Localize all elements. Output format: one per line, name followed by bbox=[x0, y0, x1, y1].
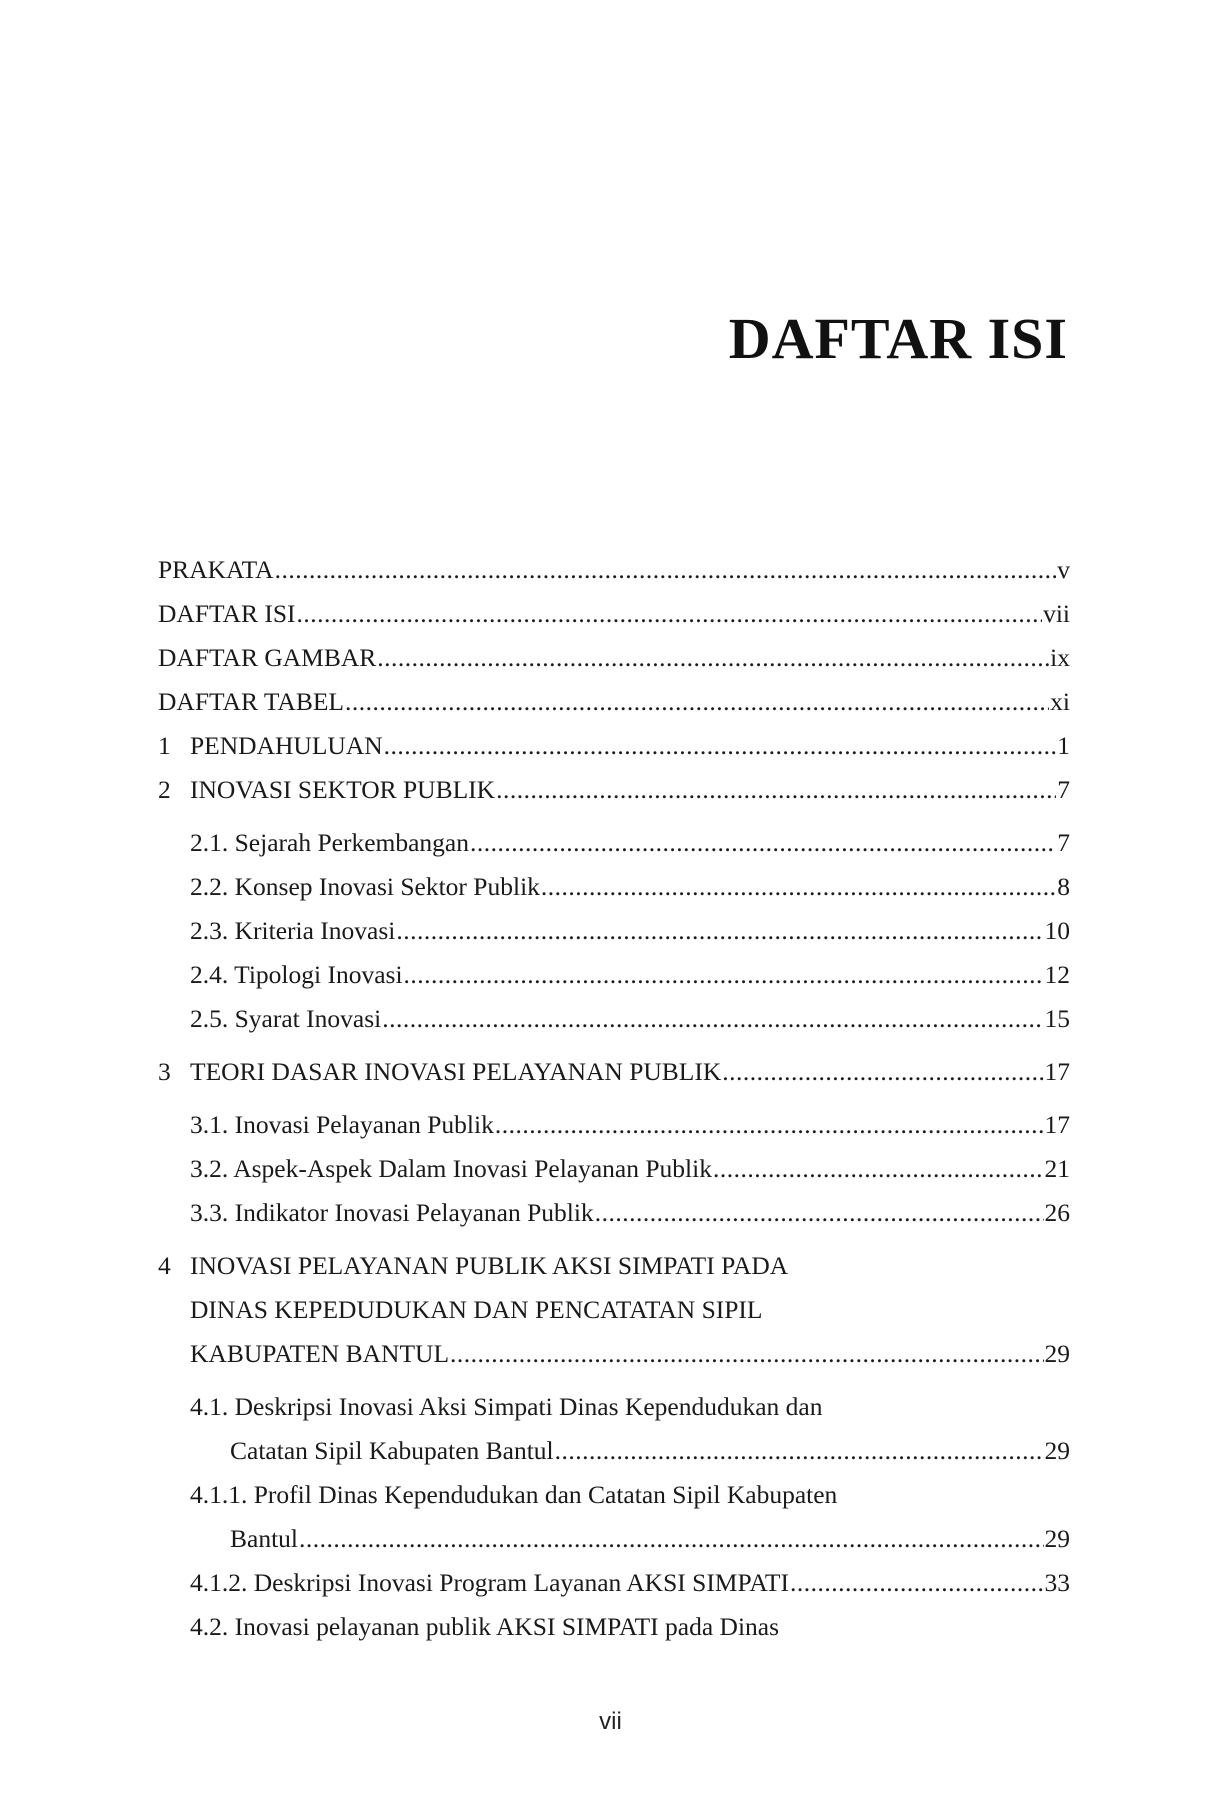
toc-leader bbox=[495, 1103, 1044, 1147]
toc-leader bbox=[713, 1147, 1044, 1191]
toc-label: KABUPATEN BANTUL bbox=[190, 1339, 450, 1368]
toc-label: DAFTAR GAMBAR bbox=[158, 643, 377, 672]
toc-label: PENDAHULUAN bbox=[190, 731, 383, 760]
toc-entry-section-4-1[interactable] bbox=[190, 1385, 1070, 1429]
chapter-number: 1 bbox=[158, 731, 171, 760]
toc-page: v bbox=[1057, 555, 1070, 584]
toc-page: ix bbox=[1050, 643, 1070, 672]
toc-page: 29 bbox=[1044, 1339, 1070, 1368]
toc-leader bbox=[790, 1561, 1044, 1605]
toc-page: 1 bbox=[1057, 731, 1070, 760]
toc-entry-section-3-2[interactable] bbox=[190, 1147, 1070, 1191]
page-number: vii bbox=[599, 1708, 622, 1735]
toc-leader bbox=[377, 636, 1049, 680]
toc-entry-chapter-2[interactable] bbox=[158, 768, 1070, 812]
toc-label: DINAS KEPEDUDUKAN DAN PENCATATAN SIPIL bbox=[190, 1295, 763, 1324]
toc-page: 12 bbox=[1044, 960, 1070, 989]
toc-label: 3.3. Indikator Inovasi Pelayanan Publik bbox=[190, 1198, 594, 1227]
toc-label: 4.2. Inovasi pelayanan publik AKSI SIMPATI pada Dinas bbox=[190, 1612, 780, 1641]
toc-label: 2.5. Syarat Inovasi bbox=[190, 1004, 382, 1033]
toc-leader bbox=[384, 724, 1057, 768]
toc-label: 3.1. Inovasi Pelayanan Publik bbox=[190, 1110, 494, 1139]
toc-label: 2.2. Konsep Inovasi Sektor Publik bbox=[190, 872, 540, 901]
toc-entry-chapter-1[interactable] bbox=[158, 724, 1070, 768]
toc-page: 10 bbox=[1044, 916, 1070, 945]
toc-page: 17 bbox=[1044, 1110, 1070, 1139]
toc-label: 4.1. Deskripsi Inovasi Aksi Simpati Dinas Kependudukan dan bbox=[190, 1392, 823, 1421]
chapter-number: 3 bbox=[158, 1057, 171, 1086]
toc-label: 2.1. Sejarah Perkembangan bbox=[190, 828, 469, 857]
toc-leader bbox=[555, 1429, 1044, 1473]
toc-label: Catatan Sipil Kabupaten Bantul bbox=[230, 1436, 554, 1465]
toc-leader bbox=[541, 865, 1056, 909]
toc-label: Bantul bbox=[230, 1524, 298, 1553]
toc-label: 2.3. Kriteria Inovasi bbox=[190, 916, 396, 945]
toc-leader bbox=[396, 909, 1043, 953]
toc-label: DAFTAR TABEL bbox=[158, 687, 344, 716]
chapter-number: 4 bbox=[158, 1251, 171, 1280]
toc-entry-section-4-2[interactable] bbox=[190, 1605, 1070, 1649]
toc-label: 4.1.2. Deskripsi Inovasi Program Layanan AKSI SIMPATI bbox=[190, 1568, 789, 1597]
toc-page: 26 bbox=[1044, 1198, 1070, 1227]
toc-leader bbox=[404, 953, 1044, 997]
toc-page: 29 bbox=[1044, 1524, 1070, 1553]
toc-entry-section-4-1-1[interactable] bbox=[190, 1473, 1070, 1517]
chapter-number: 2 bbox=[158, 775, 171, 804]
toc-entry-section-2-5[interactable] bbox=[190, 997, 1070, 1041]
toc-entry-section-3-1[interactable] bbox=[190, 1103, 1070, 1147]
toc-entry-section-4-1-1-cont[interactable] bbox=[190, 1517, 1070, 1561]
toc-entry-section-2-2[interactable] bbox=[190, 865, 1070, 909]
toc-page: vii bbox=[1043, 599, 1070, 628]
toc-label: TEORI DASAR INOVASI PELAYANAN PUBLIK bbox=[190, 1057, 722, 1086]
toc-label: PRAKATA bbox=[158, 555, 274, 584]
toc-entry-daftar-tabel[interactable] bbox=[158, 680, 1070, 724]
toc-entry-section-3-3[interactable] bbox=[190, 1191, 1070, 1235]
toc-entry-chapter-3[interactable] bbox=[158, 1050, 1070, 1094]
toc-leader bbox=[470, 821, 1056, 865]
toc-leader bbox=[595, 1191, 1044, 1235]
toc-leader bbox=[722, 1050, 1043, 1094]
toc-page: 15 bbox=[1044, 1004, 1070, 1033]
toc-leader bbox=[299, 1517, 1044, 1561]
toc-page: 7 bbox=[1057, 828, 1070, 857]
toc-entry-daftar-isi[interactable] bbox=[158, 592, 1070, 636]
page-title: DAFTAR ISI bbox=[728, 306, 1068, 371]
toc-label: INOVASI SEKTOR PUBLIK bbox=[190, 775, 496, 804]
toc-page: 7 bbox=[1057, 775, 1070, 804]
toc-leader bbox=[450, 1332, 1043, 1376]
toc-entry-chapter-4-cont[interactable] bbox=[158, 1288, 1070, 1332]
toc-page: 8 bbox=[1057, 872, 1070, 901]
toc-page: 29 bbox=[1044, 1436, 1070, 1465]
toc-page: xi bbox=[1050, 687, 1070, 716]
toc-label: DAFTAR ISI bbox=[158, 599, 296, 628]
toc-entry-prakata[interactable] bbox=[158, 548, 1070, 592]
toc-entry-chapter-4[interactable] bbox=[158, 1244, 1070, 1288]
toc-leader bbox=[345, 680, 1049, 724]
toc-entry-daftar-gambar[interactable] bbox=[158, 636, 1070, 680]
table-of-contents bbox=[158, 548, 1070, 1649]
toc-entry-section-2-3[interactable] bbox=[190, 909, 1070, 953]
toc-page: 33 bbox=[1044, 1568, 1070, 1597]
toc-label: 2.4. Tipologi Inovasi bbox=[190, 960, 403, 989]
toc-entry-section-2-1[interactable] bbox=[190, 821, 1070, 865]
toc-page: 17 bbox=[1044, 1057, 1070, 1086]
toc-leader bbox=[275, 548, 1057, 592]
toc-entry-section-4-1-cont[interactable] bbox=[190, 1429, 1070, 1473]
toc-leader bbox=[496, 768, 1056, 812]
toc-entry-section-4-1-2[interactable] bbox=[190, 1561, 1070, 1605]
toc-entry-chapter-4-cont[interactable] bbox=[158, 1332, 1070, 1376]
toc-label: 3.2. Aspek-Aspek Dalam Inovasi Pelayanan Publik bbox=[190, 1154, 712, 1183]
toc-leader bbox=[382, 997, 1043, 1041]
toc-page: 21 bbox=[1044, 1154, 1070, 1183]
toc-leader bbox=[297, 592, 1043, 636]
toc-entry-section-2-4[interactable] bbox=[190, 953, 1070, 997]
toc-label: 4.1.1. Profil Dinas Kependudukan dan Catatan Sipil Kabupaten bbox=[190, 1480, 838, 1509]
toc-label: INOVASI PELAYANAN PUBLIK AKSI SIMPATI PADA bbox=[190, 1251, 789, 1280]
